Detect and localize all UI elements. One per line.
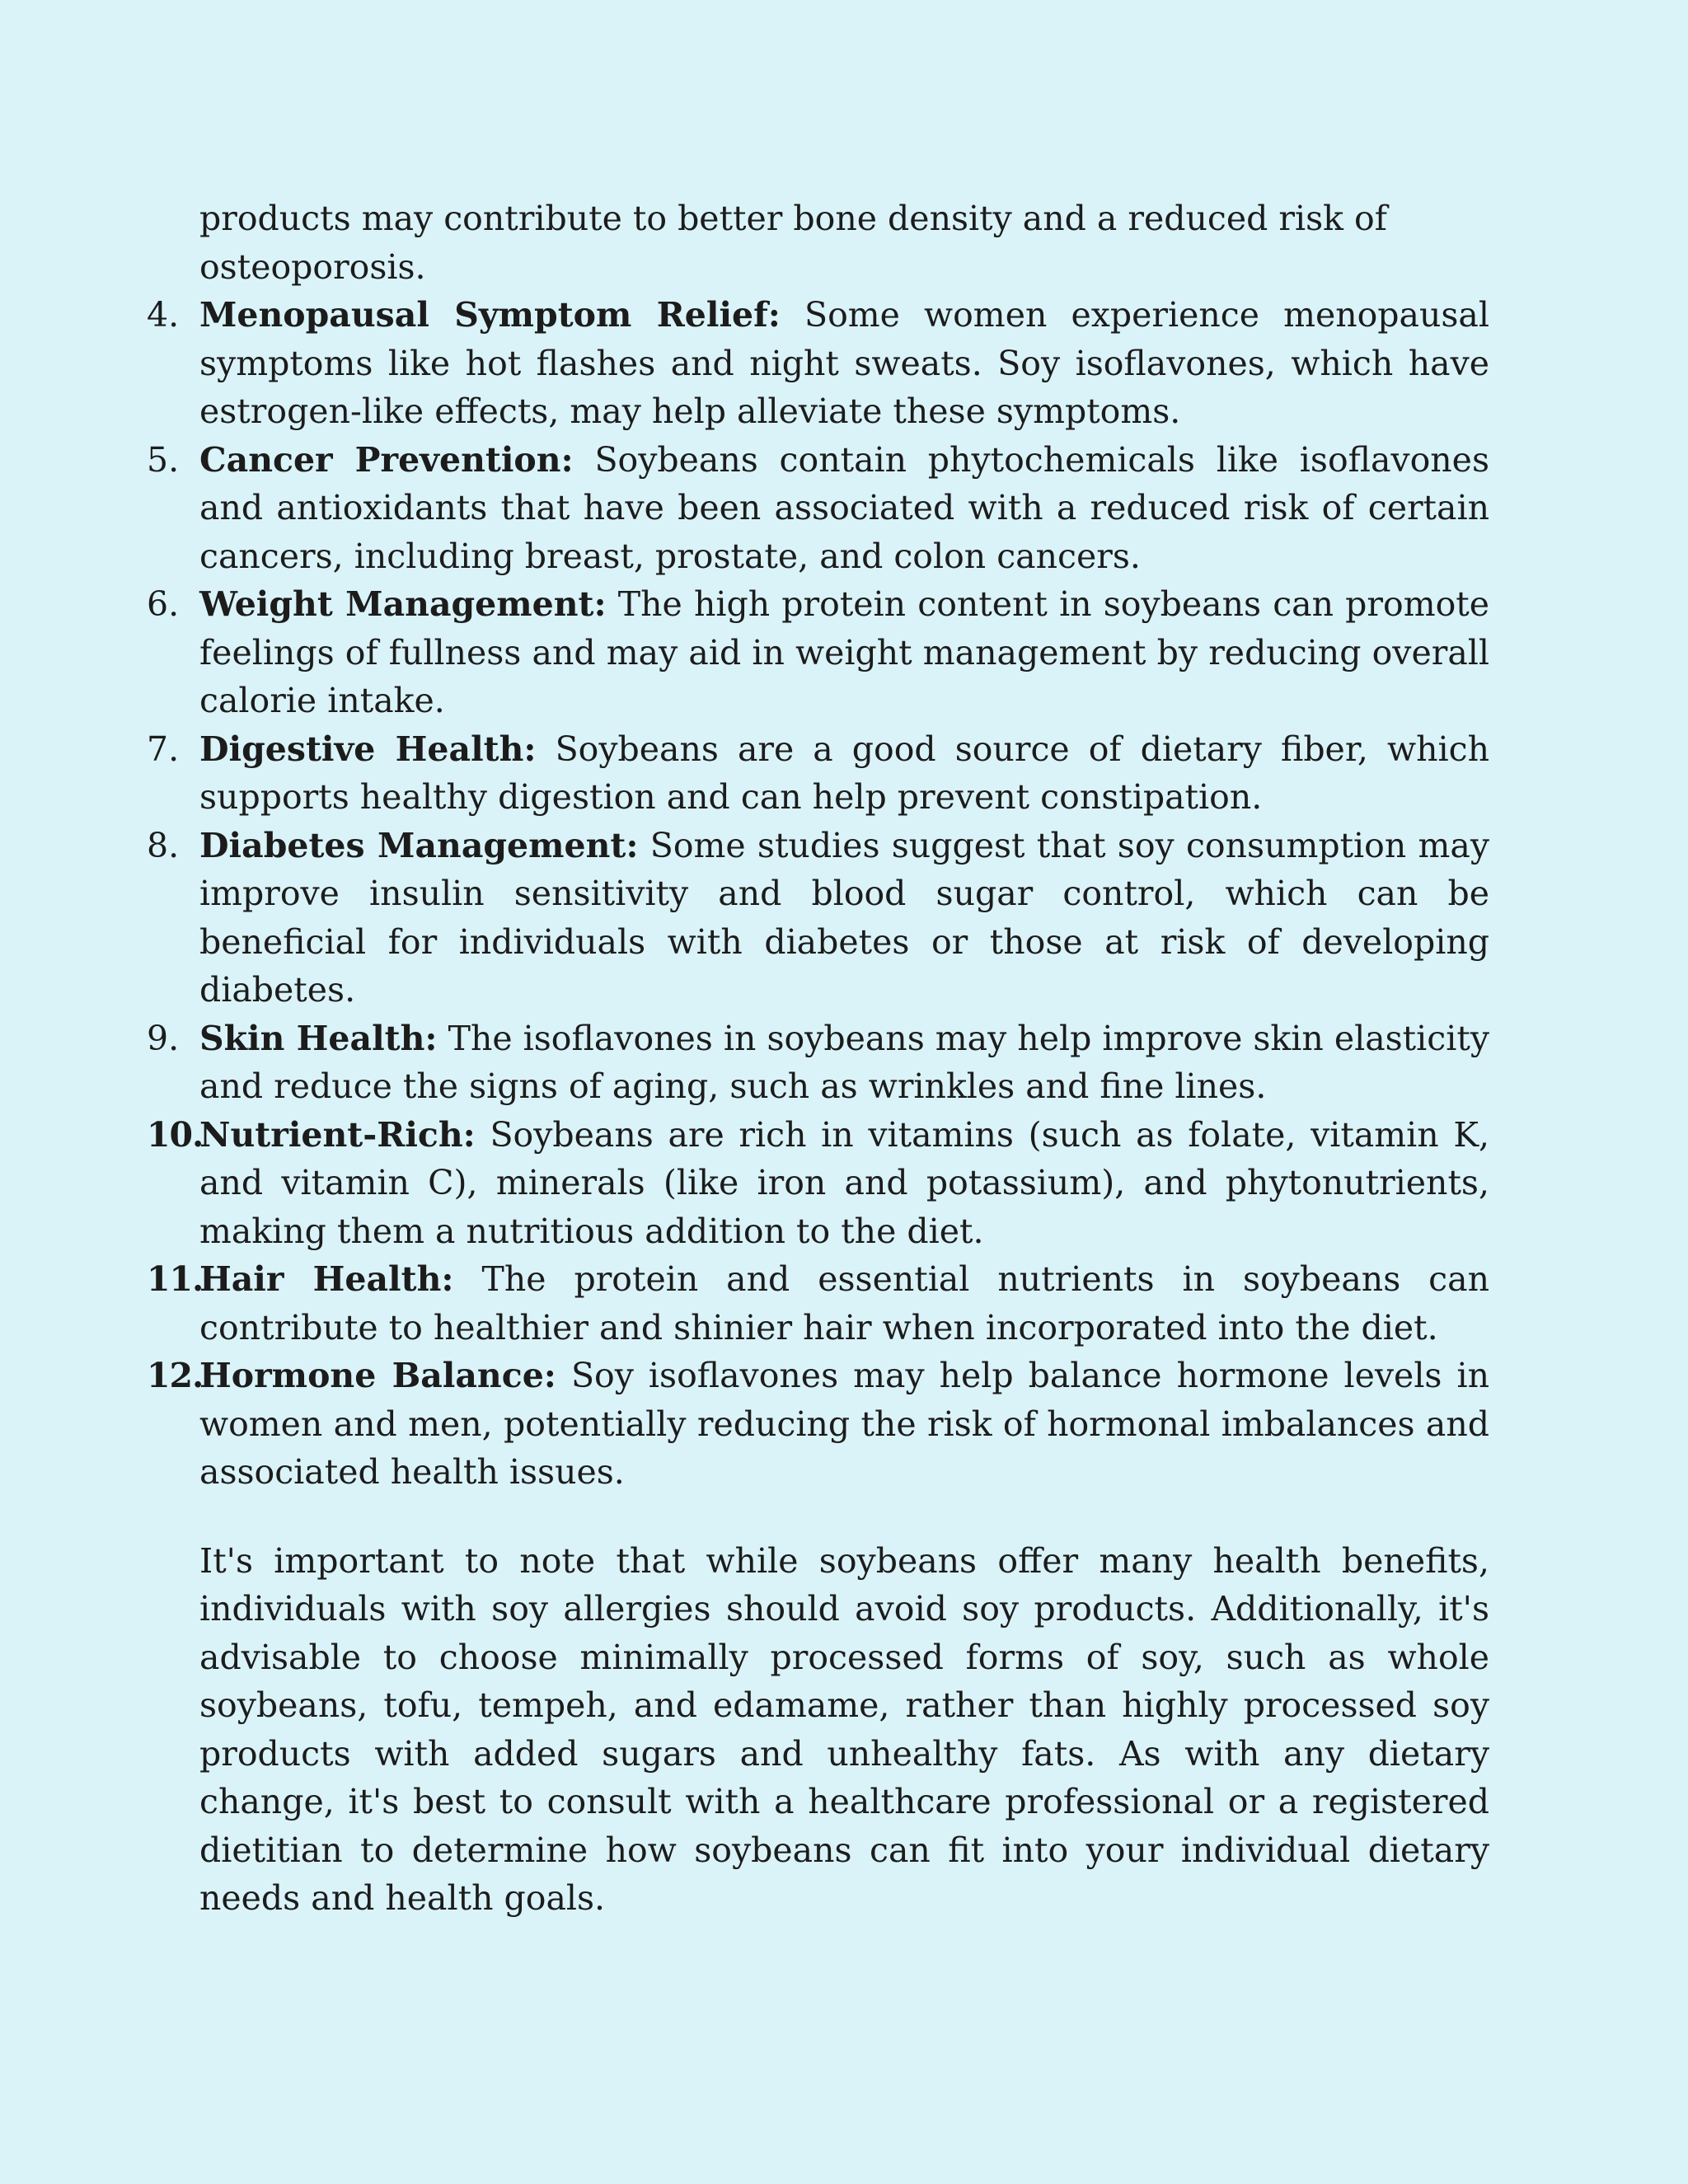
list-term: Nutrient-Rich:	[199, 1114, 476, 1155]
list-number: 12.	[147, 1356, 204, 1395]
list-term: Menopausal Symptom Relief:	[199, 295, 781, 335]
list-term: Skin Health:	[199, 1018, 438, 1058]
list-number: 10.	[147, 1114, 204, 1155]
list-number: 9.	[147, 1018, 180, 1058]
list-item	[147, 291, 1489, 436]
list-item	[147, 1255, 1489, 1352]
list-term: Diabetes Management:	[199, 825, 639, 865]
list-text: Soybeans are rich in vitamins (such as folate, vitamin K, and vitamin C), minerals (like iron and potassium), and phytonutrients, making them a nutritious addition to the diet.	[199, 1114, 1489, 1251]
list-number: 8.	[147, 825, 180, 865]
list-text: Soybeans are a good source of dietary fiber, which supports healthy digestion and can help prevent constipation.	[199, 729, 1489, 817]
list-text: Soybeans contain phytochemicals like isoflavones and antioxidants that have been associated with a reduced risk of certain cancers, including breast, prostate, and colon cancers.	[199, 439, 1489, 576]
list-item	[147, 1352, 1490, 1497]
closing-paragraph: It's important to note that while soybeans offer many health benefits, individuals with soy allergies should avoid soy products. Additionally, it's advisable to choose minimally processed forms of soy, such as whole soybeans, tofu, tempeh, and edamame, rather than highly processed soy products with added sugars and unhealthy fats. As with any dietary change, it's best to consult with a healthcare professional or a registered dietitian to determine how soybeans can fit into your individual dietary needs and health goals.	[199, 1540, 1489, 1918]
document-body	[147, 194, 1490, 1923]
list-text: Some women experience menopausal symptoms like hot flashes and night sweats. Soy isoflavones, which have estrogen-like effects, may help alleviate these symptoms.	[199, 295, 1489, 431]
list-text: The high protein content in soybeans can promote feelings of fullness and may aid in weight management by reducing overall calorie intake.	[199, 584, 1489, 720]
list-term: Hair Health:	[199, 1259, 454, 1299]
list-number: 11.	[147, 1259, 204, 1299]
list-item	[147, 1015, 1489, 1111]
list-text: The protein and essential nutrients in soybeans can contribute to healthier and shinier hair when incorporated into the diet.	[199, 1259, 1489, 1347]
intro-continuation: products may contribute to better bone density and a reduced risk of osteoporosis.	[199, 199, 1387, 287]
list-number: 5.	[147, 439, 180, 480]
list-term: Weight Management:	[199, 584, 607, 624]
list-item	[147, 822, 1489, 1015]
list-term: Hormone Balance:	[199, 1356, 556, 1395]
list-item	[147, 1111, 1489, 1256]
list-term: Digestive Health:	[199, 729, 537, 769]
list-item	[147, 580, 1489, 725]
list-term: Cancer Prevention:	[199, 439, 574, 480]
list-number: 7.	[147, 729, 180, 769]
benefits-list	[147, 291, 1490, 1497]
list-item	[147, 436, 1489, 581]
list-text: Soy isoflavones may help balance hormone levels in women and men, potentially reducing the risk of hormonal imbalances and associated health issues.	[199, 1356, 1490, 1492]
list-text: The isoflavones in soybeans may help improve skin elasticity and reduce the signs of aging, such as wrinkles and fine lines.	[199, 1018, 1489, 1106]
list-number: 6.	[147, 584, 180, 624]
list-text: Some studies suggest that soy consumption may improve insulin sensitivity and blood sugar control, which can be beneficial for individuals with diabetes or those at risk of developing diabetes.	[199, 825, 1489, 1010]
list-number: 4.	[147, 295, 180, 335]
list-item	[147, 725, 1489, 822]
